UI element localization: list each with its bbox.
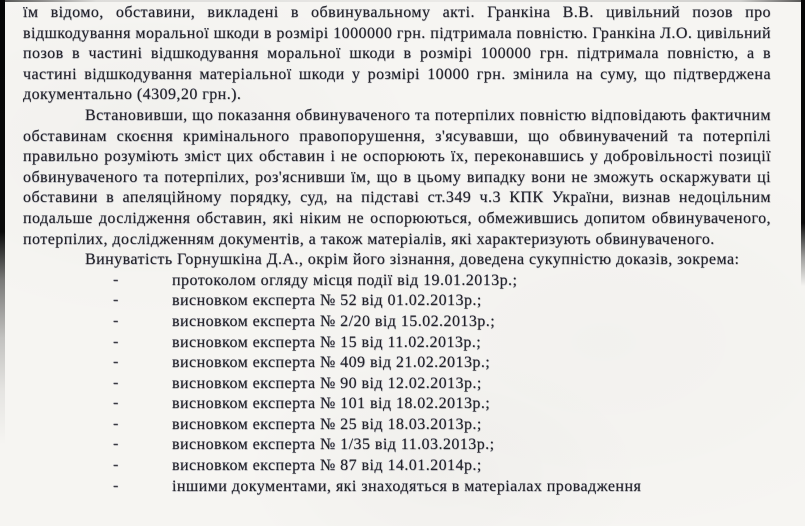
dash-marker: - [113, 332, 119, 350]
scan-edge-artifact-top [0, 0, 805, 2]
paragraph-guilt-proven: Винуватість Горнушкіна Д.А., окрім його зізнання, доведена сукупністю доказів, зокрема: [85, 251, 740, 269]
document-text-block [23, 3, 771, 497]
evidence-text: висновком експерта № 90 від 12.02.2013р.; [172, 374, 482, 392]
paragraph-civil-claims: їм відомо, обставини, викладені в обвинувальному акті. Гранкіна В.В. цивільний позов про відшкодування моральної шкоди в розмірі 1000000 грн. підтримала повністю. Гранкіна Л.О. цивільний позов в частині відшкодування моральної шкоди в розмірі 100000 грн. підтримала повністю, а в частині відшкодування матеріальної шкоди у розмірі 10000 грн. змінила на суму, що підтверджена документально (4309,20 грн.). [23, 4, 771, 104]
dash-marker: - [113, 435, 119, 453]
evidence-list-item [23, 435, 771, 456]
dash-marker: - [113, 270, 119, 288]
evidence-text: висновком експерта № 87 від 14.01.2014р.; [172, 457, 482, 475]
evidence-list-item [23, 394, 771, 415]
evidence-list-item [23, 333, 771, 354]
evidence-list-item [23, 374, 771, 395]
dash-marker: - [113, 414, 119, 432]
evidence-list-item [23, 456, 771, 477]
scan-edge-artifact-right [801, 0, 805, 286]
scan-edge-artifact-left [0, 0, 5, 445]
evidence-list-item [23, 477, 771, 498]
dash-marker: - [113, 353, 119, 371]
evidence-list [23, 271, 771, 498]
evidence-list-item [23, 291, 771, 312]
dash-marker: - [113, 476, 119, 494]
dash-marker: - [113, 311, 119, 329]
dash-marker: - [113, 373, 119, 391]
dash-marker: - [113, 456, 119, 474]
evidence-text: висновком експерта № 15 від 11.02.2013р.; [172, 333, 482, 351]
evidence-text: висновком експерта № 409 від 21.02.2013р.; [172, 354, 491, 372]
dash-marker: - [113, 291, 119, 309]
evidence-text: іншими документами, які знаходяться в матеріалах провадження [172, 477, 642, 495]
evidence-text: висновком експерта № 52 від 01.02.2013р.; [172, 292, 482, 310]
evidence-list-item [23, 353, 771, 374]
evidence-text: протоколом огляду місця події від 19.01.2013р.; [172, 271, 518, 289]
evidence-list-item [23, 271, 771, 292]
evidence-text: висновком експерта № 2/20 від 15.02.2013р.; [172, 312, 496, 330]
evidence-list-item [23, 415, 771, 436]
evidence-list-item [23, 312, 771, 333]
dash-marker: - [113, 394, 119, 412]
evidence-text: висновком експерта № 25 від 18.03.2013р.; [172, 415, 482, 433]
evidence-text: висновком експерта № 1/35 від 11.03.2013р.; [172, 436, 495, 454]
paragraph-court-findings: Встановивши, що показання обвинуваченого та потерпілих повністю відповідають фактичним обставинам скоєння кримінального правопорушення, з'ясувавши, що обвинувачений та потерпілі правильно розуміють зміст цих обставин і не оспорюють їх, переконавшись у добровільності позиції обвинуваченого та потерпілих, роз'яснивши їм, що в цьому випадку вони не зможуть оскаржувати ці обставини в апеляційному порядку, суд, на підставі ст.349 ч.3 КПК України, визнав недоцільним подальше дослідження обставин, які ніким не оспорюються, обмежившись допитом обвинуваченого, потерпілих, дослідженням документів, а також матеріалів, які характеризують обвинуваченого. [23, 106, 771, 248]
evidence-text: висновком експерта № 101 від 18.02.2013р.; [172, 395, 491, 413]
